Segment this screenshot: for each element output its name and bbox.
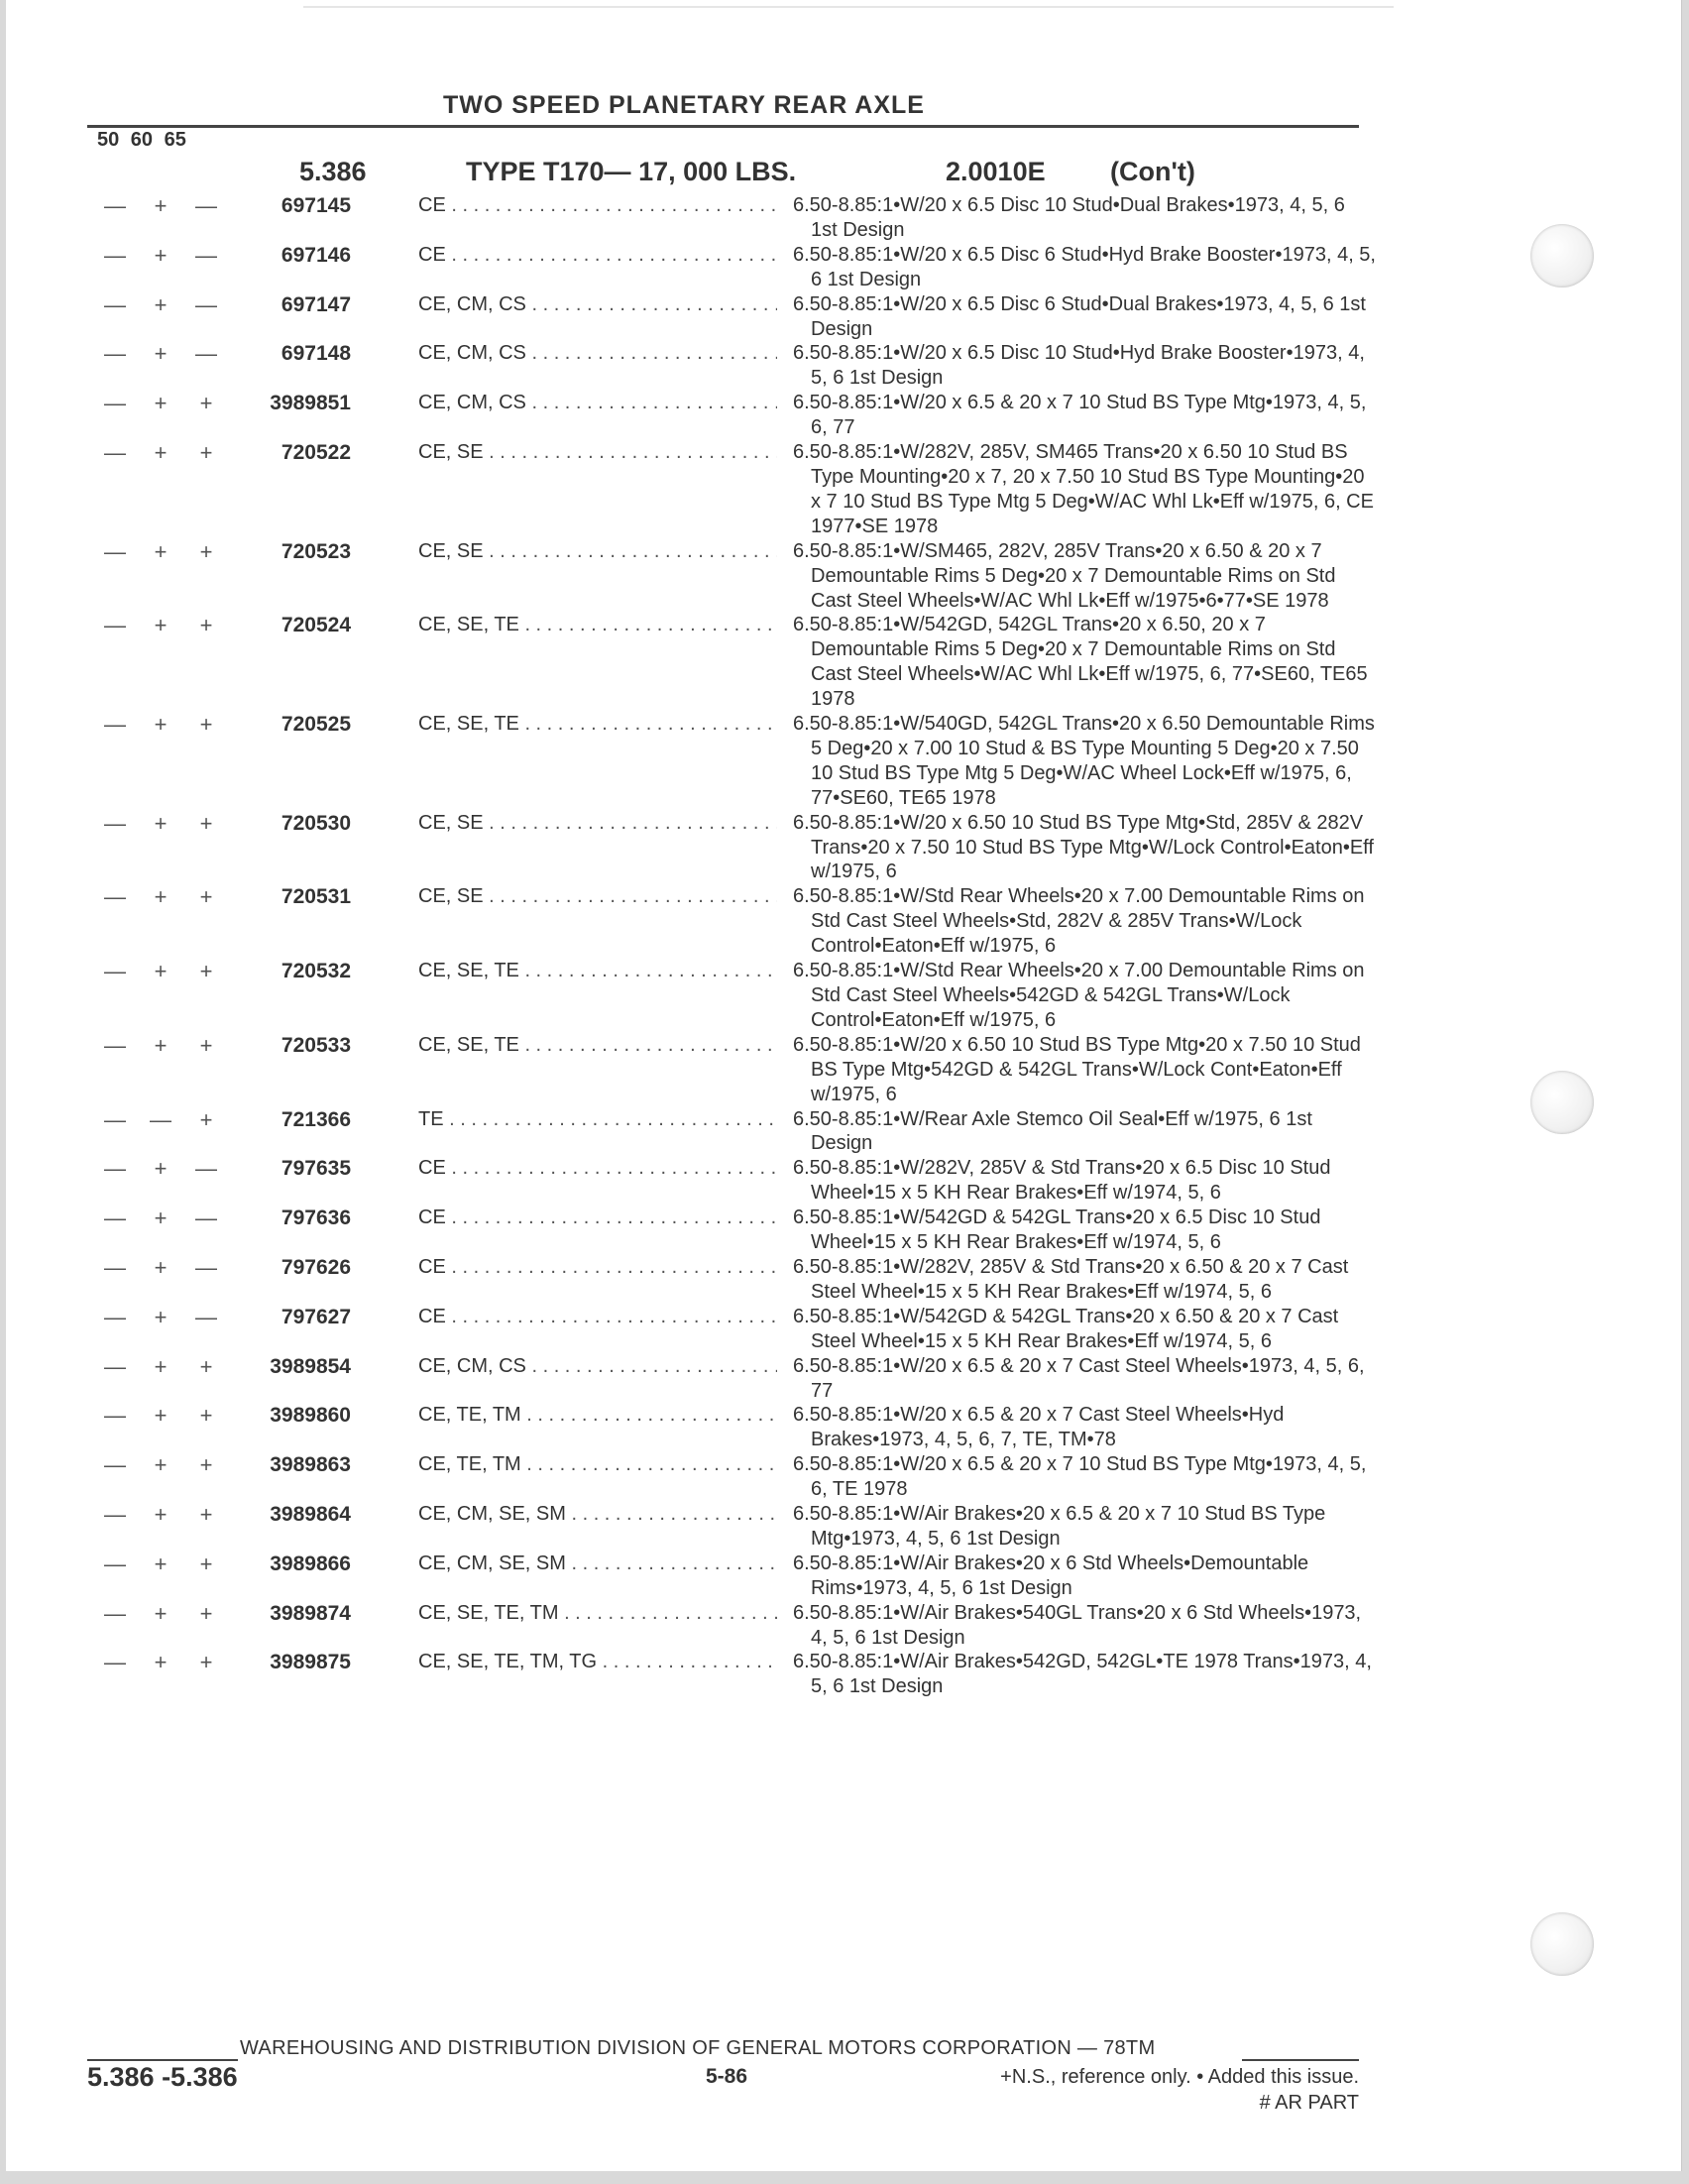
applicable-models: CE, SE, TE . . . xyxy=(418,959,777,983)
model-50-mark: — xyxy=(104,1032,126,1058)
part-number: 797635 xyxy=(281,1157,351,1181)
part-description: 6.50-8.85:1•W/Air Brakes•542GD, 542GL•TE 1978 Trans•1973, 4, 5, 6 1st Design xyxy=(793,1651,1372,1698)
model-65-mark: — xyxy=(195,291,217,317)
part-number: 720533 xyxy=(281,1033,351,1057)
part-number: 797627 xyxy=(281,1305,351,1328)
table-row xyxy=(6,1206,1394,1255)
table-row xyxy=(6,1552,1394,1601)
part-number: 697148 xyxy=(281,342,351,366)
part-number: 720523 xyxy=(281,539,351,563)
model-65-mark: — xyxy=(195,193,217,218)
applicable-models: CE, CM, CS . . . xyxy=(418,1354,777,1379)
model-60-mark: + xyxy=(154,810,168,836)
model-50-mark: — xyxy=(104,712,126,738)
title-rule xyxy=(87,125,1359,128)
model-65-mark: + xyxy=(199,810,213,836)
model-60-mark: + xyxy=(154,712,168,738)
model-65-mark: + xyxy=(199,440,213,466)
model-65-mark: + xyxy=(199,1600,213,1626)
part-description: 6.50-8.85:1•W/20 x 6.5 & 20 x 7 10 Stud BS Type Mtg•1973, 4, 5, 6, 77 xyxy=(793,392,1367,439)
model-50-mark: — xyxy=(104,1106,126,1132)
model-60-mark: + xyxy=(154,1650,168,1675)
part-number: 3989864 xyxy=(270,1503,351,1527)
model-60-mark: + xyxy=(154,884,168,910)
binder-hole-bottom xyxy=(1530,1912,1594,1976)
table-row xyxy=(6,440,1394,539)
part-number: 720532 xyxy=(281,960,351,983)
model-60-mark: + xyxy=(154,1502,168,1528)
model-50-mark: — xyxy=(104,1156,126,1182)
part-description: 6.50-8.85:1•W/Std Rear Wheels•20 x 7.00 Demountable Rims on Std Cast Steel Wheels•542GD & 542GL Trans•W/Lock Control•Eaton•Eff w/1975, 6 xyxy=(793,960,1365,1031)
model-65-mark: + xyxy=(199,1353,213,1379)
binder-hole-middle xyxy=(1530,1071,1594,1134)
model-60-mark: + xyxy=(154,959,168,984)
part-description: 6.50-8.85:1•W/20 x 6.5 & 20 x 7 Cast Steel Wheels•1973, 4, 5, 6, 77 xyxy=(793,1354,1365,1402)
part-description: 6.50-8.85:1•W/SM465, 282V, 285V Trans•20 x 6.50 & 20 x 7 Demountable Rims 5 Deg•20 x 7 Demountable Rims on Std Cast Steel Wheels•W/AC Whl Lk•Eff w/1975•6•77•SE 1978 xyxy=(793,539,1336,612)
part-description: 6.50-8.85:1•W/542GD, 542GL Trans•20 x 6.50, 20 x 7 Demountable Rims 5 Deg•20 x 7 Demountable Rims on Std Cast Steel Wheels•W/AC Whl Lk•Eff w/1975, 6, 77•SE60, TE65 1978 xyxy=(793,614,1368,711)
applicable-models: CE, CM, SE, SM . . . xyxy=(418,1552,777,1576)
part-number: 697146 xyxy=(281,243,351,267)
model-60-mark: + xyxy=(154,1032,168,1058)
model-50-mark: — xyxy=(104,959,126,984)
model-65-mark: + xyxy=(199,884,213,910)
model-60-mark: + xyxy=(154,613,168,638)
part-number: 3989851 xyxy=(270,392,351,415)
applicable-models: CE, TE, TM . . . xyxy=(418,1452,777,1477)
part-description: 6.50-8.85:1•W/Std Rear Wheels•20 x 7.00 Demountable Rims on Std Cast Steel Wheels•Std, 282V & 285V Trans•W/Lock Control•Eaton•Eff w/1975, 6 xyxy=(793,885,1365,958)
model-50-mark: — xyxy=(104,291,126,317)
model-60-mark: + xyxy=(154,1304,168,1329)
footer-page-number: 5-86 xyxy=(706,2065,748,2088)
part-description: 6.50-8.85:1•W/20 x 6.5 Disc 10 Stud•Dual Brakes•1973, 4, 5, 6 1st Design xyxy=(793,194,1345,241)
part-description: 6.50-8.85:1•W/20 x 6.5 & 20 x 7 Cast Steel Wheels•Hyd Brakes•1973, 4, 5, 6, 7, TE, TM•78 xyxy=(793,1404,1285,1451)
applicable-models: CE, SE, TE . . . xyxy=(418,1033,777,1058)
model-50-mark: — xyxy=(104,884,126,910)
table-row xyxy=(6,613,1394,712)
part-description: 6.50-8.85:1•W/Air Brakes•20 x 6.5 & 20 x 7 10 Stud BS Type Mtg•1973, 4, 5, 6 1st Design xyxy=(793,1503,1326,1550)
table-row xyxy=(6,1354,1394,1404)
table-row xyxy=(6,341,1394,391)
part-description: 6.50-8.85:1•W/542GD & 542GL Trans•20 x 6.50 & 20 x 7 Cast Steel Wheel•15 x 5 KH Rear Brakes•Eff w/1974, 5, 6 xyxy=(793,1305,1339,1352)
model-50-mark: — xyxy=(104,1403,126,1429)
part-description: 6.50-8.85:1•W/Rear Axle Stemco Oil Seal•Eff w/1975, 6 1st Design xyxy=(793,1107,1312,1155)
applicable-models: CE . . . xyxy=(418,243,777,268)
part-description: 6.50-8.85:1•W/20 x 6.5 Disc 6 Stud•Hyd Brake Booster•1973, 4, 5, 6 1st Design xyxy=(793,243,1376,290)
model-50-mark: — xyxy=(104,193,126,218)
footer-company: WAREHOUSING AND DISTRIBUTION DIVISION OF GENERAL MOTORS CORPORATION — 78TM xyxy=(240,2037,1156,2059)
applicable-models: CE, CM, CS . . . xyxy=(418,292,777,317)
model-65-mark: + xyxy=(199,712,213,738)
part-description: 6.50-8.85:1•W/20 x 6.50 10 Stud BS Type Mtg•20 x 7.50 10 Stud BS Type Mtg•542GD & 542GL Trans•W/Lock Cont•Eaton•Eff w/1975, 6 xyxy=(793,1033,1361,1105)
applicable-models: CE, SE . . . xyxy=(418,884,777,909)
table-row xyxy=(6,1107,1394,1157)
model-60-mark: + xyxy=(154,291,168,317)
model-65-mark: + xyxy=(199,959,213,984)
applicable-models: CE, SE, TE . . . xyxy=(418,712,777,737)
model-65-mark: + xyxy=(199,1106,213,1132)
part-number: 3989860 xyxy=(270,1404,351,1428)
model-60-mark: + xyxy=(154,538,168,564)
part-number: 3989854 xyxy=(270,1354,351,1378)
catalog-page xyxy=(6,0,1682,2171)
model-65-mark: + xyxy=(199,1502,213,1528)
model-60-mark: + xyxy=(154,1452,168,1478)
model-65-mark: + xyxy=(199,613,213,638)
model-60-mark: + xyxy=(154,440,168,466)
applicable-models: CE, SE, TE, TM . . . xyxy=(418,1601,777,1626)
part-description: 6.50-8.85:1•W/540GD, 542GL Trans•20 x 6.50 Demountable Rims 5 Deg•20 x 7.00 10 Stud & BS Type Mounting 5 Deg•20 x 7.50 10 Stud BS Type Mtg 5 Deg•W/AC Wheel Lock•Eff w/1975, 6, 77•SE60, TE65 1978 xyxy=(793,713,1375,809)
table-row xyxy=(6,811,1394,885)
applicable-models: TE . . . xyxy=(418,1107,777,1132)
table-row xyxy=(6,1502,1394,1552)
part-number: 3989866 xyxy=(270,1552,351,1575)
binder-hole-top xyxy=(1530,224,1594,287)
model-65-mark: — xyxy=(195,1254,217,1280)
part-number: 797636 xyxy=(281,1207,351,1230)
page-title: TWO SPEED PLANETARY REAR AXLE xyxy=(443,91,925,119)
model-50-mark: — xyxy=(104,341,126,367)
model-65-mark: — xyxy=(195,1304,217,1329)
part-description: 6.50-8.85:1•W/282V, 285V, SM465 Trans•20 x 6.50 10 Stud BS Type Mounting•20 x 7, 20 x 7.50 10 Stud BS Type Mounting•20 x 7 10 Stud BS Type Mtg 5 Deg•W/AC Whl Lk•Eff w/1975, 6, CE 1977•SE 1978 xyxy=(793,441,1374,537)
part-description: 6.50-8.85:1•W/20 x 6.5 & 20 x 7 10 Stud BS Type Mtg•1973, 4, 5, 6, TE 1978 xyxy=(793,1453,1367,1501)
part-number: 3989863 xyxy=(270,1453,351,1477)
applicable-models: CE, CM, SE, SM . . . xyxy=(418,1502,777,1527)
table-row xyxy=(6,1452,1394,1502)
table-row xyxy=(6,539,1394,614)
table-row xyxy=(6,391,1394,440)
model-50-mark: — xyxy=(104,1650,126,1675)
part-description: 6.50-8.85:1•W/20 x 6.5 Disc 6 Stud•Dual Brakes•1973, 4, 5, 6 1st Design xyxy=(793,292,1366,340)
scan-edge-line xyxy=(303,6,1394,8)
part-number: 720524 xyxy=(281,614,351,637)
model-65-mark: + xyxy=(199,1403,213,1429)
model-50-mark: — xyxy=(104,1502,126,1528)
part-number: 720522 xyxy=(281,441,351,465)
applicable-models: CE, CM, CS . . . xyxy=(418,391,777,415)
applicable-models: CE . . . xyxy=(418,1255,777,1280)
model-60-mark: — xyxy=(150,1106,171,1132)
part-description: 6.50-8.85:1•W/Air Brakes•20 x 6 Std Wheels•Demountable Rims•1973, 4, 5, 6 1st Design xyxy=(793,1552,1309,1599)
table-row xyxy=(6,1255,1394,1305)
applicable-models: CE . . . xyxy=(418,1156,777,1181)
table-row xyxy=(6,1601,1394,1651)
part-number: 3989874 xyxy=(270,1601,351,1625)
model-65-mark: + xyxy=(199,391,213,416)
part-number: 721366 xyxy=(281,1107,351,1131)
footer-section-range: 5.386 -5.386 xyxy=(87,2062,238,2092)
part-number: 720530 xyxy=(281,811,351,835)
section-number: 5.386 xyxy=(299,157,367,186)
part-description: 6.50-8.85:1•W/282V, 285V & Std Trans•20 x 6.50 & 20 x 7 Cast Steel Wheel•15 x 5 KH Rear Brakes•Eff w/1974, 5, 6 xyxy=(793,1255,1349,1303)
applicable-models: CE, TE, TM . . . xyxy=(418,1403,777,1428)
model-50-mark: — xyxy=(104,440,126,466)
footer-ar-part: # AR PART xyxy=(1259,2092,1359,2114)
model-50-mark: — xyxy=(104,1600,126,1626)
table-row xyxy=(6,1156,1394,1206)
model-50-mark: — xyxy=(104,242,126,268)
model-50-mark: — xyxy=(104,1353,126,1379)
model-50-mark: — xyxy=(104,613,126,638)
applicable-models: CE . . . xyxy=(418,1305,777,1329)
table-row xyxy=(6,292,1394,342)
applicable-models: CE, CM, CS . . . xyxy=(418,341,777,366)
applicable-models: CE, SE . . . xyxy=(418,811,777,836)
table-row xyxy=(6,1650,1394,1699)
section-type: TYPE T170— 17, 000 LBS. xyxy=(466,157,797,186)
table-row xyxy=(6,193,1394,243)
model-50-mark: — xyxy=(104,1551,126,1576)
model-65-mark: — xyxy=(195,341,217,367)
model-60-mark: + xyxy=(154,1206,168,1231)
model-60-mark: + xyxy=(154,1403,168,1429)
applicable-models: CE . . . xyxy=(418,193,777,218)
model-65-mark: + xyxy=(199,1551,213,1576)
model-60-mark: + xyxy=(154,1254,168,1280)
applicable-models: CE, SE . . . xyxy=(418,440,777,465)
part-description: 6.50-8.85:1•W/Air Brakes•540GL Trans•20 x 6 Std Wheels•1973, 4, 5, 6 1st Design xyxy=(793,1601,1362,1649)
footer-legend: +N.S., reference only. • Added this issue. xyxy=(1000,2066,1359,2088)
applicable-models: CE, SE, TE . . . xyxy=(418,613,777,637)
model-65-mark: — xyxy=(195,1206,217,1231)
part-number: 3989875 xyxy=(270,1651,351,1674)
model-65-mark: + xyxy=(199,538,213,564)
footer-rule-left xyxy=(87,2059,238,2061)
model-columns-header: 50 60 65 xyxy=(97,129,186,151)
model-50-mark: — xyxy=(104,1304,126,1329)
part-number: 697147 xyxy=(281,292,351,316)
table-row xyxy=(6,712,1394,811)
model-60-mark: + xyxy=(154,193,168,218)
section-continued: (Con't) xyxy=(1110,157,1195,186)
model-65-mark: — xyxy=(195,1156,217,1182)
part-number: 797626 xyxy=(281,1255,351,1279)
model-50-mark: — xyxy=(104,810,126,836)
parts-list xyxy=(6,193,1394,1699)
model-60-mark: + xyxy=(154,1156,168,1182)
footer-rule-right xyxy=(1242,2059,1359,2061)
table-row xyxy=(6,1403,1394,1452)
table-row xyxy=(6,959,1394,1033)
model-65-mark: — xyxy=(195,242,217,268)
part-number: 697145 xyxy=(281,194,351,217)
model-60-mark: + xyxy=(154,242,168,268)
model-65-mark: + xyxy=(199,1032,213,1058)
model-50-mark: — xyxy=(104,1206,126,1231)
table-row xyxy=(6,1033,1394,1107)
model-60-mark: + xyxy=(154,1353,168,1379)
model-50-mark: — xyxy=(104,538,126,564)
model-50-mark: — xyxy=(104,391,126,416)
model-60-mark: + xyxy=(154,1600,168,1626)
model-50-mark: — xyxy=(104,1452,126,1478)
model-60-mark: + xyxy=(154,391,168,416)
table-row xyxy=(6,1305,1394,1354)
model-65-mark: + xyxy=(199,1452,213,1478)
applicable-models: CE, SE, TE, TM, TG . . . xyxy=(418,1650,777,1674)
part-description: 6.50-8.85:1•W/542GD & 542GL Trans•20 x 6.5 Disc 10 Stud Wheel•15 x 5 KH Rear Brakes•Eff w/1974, 5, 6 xyxy=(793,1207,1321,1254)
part-number: 720525 xyxy=(281,713,351,737)
model-65-mark: + xyxy=(199,1650,213,1675)
section-code: 2.0010E xyxy=(946,157,1046,186)
applicable-models: CE, SE . . . xyxy=(418,539,777,564)
model-60-mark: + xyxy=(154,1551,168,1576)
model-60-mark: + xyxy=(154,341,168,367)
part-description: 6.50-8.85:1•W/20 x 6.50 10 Stud BS Type Mtg•Std, 285V & 282V Trans•20 x 7.50 10 Stud BS Type Mtg•W/Lock Control•Eaton•Eff w/1975, 6 xyxy=(793,811,1374,883)
applicable-models: CE . . . xyxy=(418,1206,777,1230)
table-row xyxy=(6,243,1394,292)
model-50-mark: — xyxy=(104,1254,126,1280)
table-row xyxy=(6,884,1394,959)
part-number: 720531 xyxy=(281,885,351,909)
part-description: 6.50-8.85:1•W/282V, 285V & Std Trans•20 x 6.5 Disc 10 Stud Wheel•15 x 5 KH Rear Brakes•Eff w/1974, 5, 6 xyxy=(793,1157,1331,1205)
part-description: 6.50-8.85:1•W/20 x 6.5 Disc 10 Stud•Hyd Brake Booster•1973, 4, 5, 6 1st Design xyxy=(793,342,1365,390)
